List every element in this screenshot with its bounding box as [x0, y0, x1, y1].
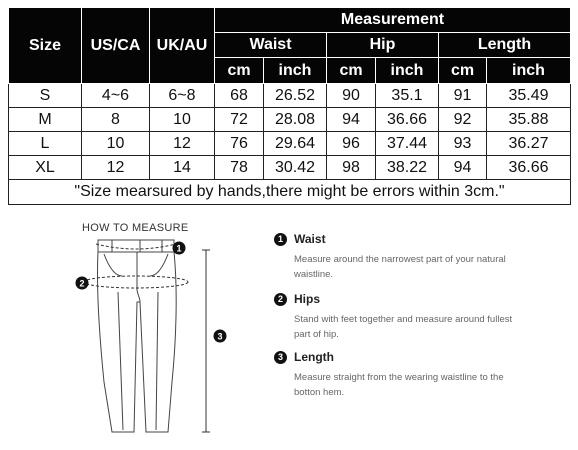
step-number-icon: 3	[274, 351, 287, 364]
cell-us: 8	[82, 108, 150, 132]
cell-size: XL	[9, 156, 82, 180]
cell-waist-inch: 26.52	[264, 84, 327, 108]
cell-waist-cm: 78	[215, 156, 264, 180]
marker-3-label: 3	[217, 331, 223, 342]
header-length: Length	[439, 33, 571, 58]
cell-length-inch: 36.27	[487, 132, 571, 156]
step-title: Length	[294, 350, 334, 364]
cell-length-cm: 92	[439, 108, 487, 132]
pants-diagram	[68, 232, 240, 444]
header-waist-inch: inch	[264, 58, 327, 84]
cell-hip-cm: 96	[327, 132, 376, 156]
cell-size: S	[9, 84, 82, 108]
cell-hip-inch: 35.1	[376, 84, 439, 108]
cell-hip-cm: 94	[327, 108, 376, 132]
table-row	[9, 156, 571, 180]
cell-size: L	[9, 132, 82, 156]
cell-waist-inch: 28.08	[264, 108, 327, 132]
cell-waist-cm: 68	[215, 84, 264, 108]
cell-length-inch: 36.66	[487, 156, 571, 180]
cell-size: M	[9, 108, 82, 132]
measurement-note: "Size mearsured by hands,there might be errors within 3cm."	[9, 180, 571, 205]
table-row	[9, 132, 571, 156]
header-waist: Waist	[215, 33, 327, 58]
step-title: Hips	[294, 292, 321, 306]
waist-measure-line	[96, 244, 176, 249]
step-description: Measure straight from the wearing waistline to the botton hem.	[294, 372, 504, 398]
marker-1-label: 1	[176, 243, 182, 254]
length-measure-line	[202, 250, 210, 432]
step-title: Waist	[294, 232, 326, 246]
cell-hip-inch: 37.44	[376, 132, 439, 156]
header-measurement: Measurement	[215, 8, 571, 33]
cell-uk: 6~8	[150, 84, 215, 108]
cell-length-cm: 94	[439, 156, 487, 180]
header-length-inch: inch	[487, 58, 571, 84]
header-hip: Hip	[327, 33, 439, 58]
cell-hip-cm: 98	[327, 156, 376, 180]
pants-outline-icon	[97, 240, 176, 432]
cell-waist-cm: 76	[215, 132, 264, 156]
marker-2-label: 2	[79, 278, 85, 289]
cell-length-cm: 91	[439, 84, 487, 108]
header-hip-inch: inch	[376, 58, 439, 84]
cell-hip-inch: 38.22	[376, 156, 439, 180]
hip-measure-line	[84, 276, 188, 288]
header-uk-au: UK/AU	[150, 8, 215, 84]
table-row	[9, 108, 571, 132]
cell-hip-cm: 90	[327, 84, 376, 108]
step-number-icon: 2	[274, 293, 287, 306]
header-length-cm: cm	[439, 58, 487, 84]
how-to-measure-title: HOW TO MEASURE	[82, 222, 189, 234]
header-waist-cm: cm	[215, 58, 264, 84]
cell-hip-inch: 36.66	[376, 108, 439, 132]
size-chart-table	[8, 7, 571, 205]
cell-us: 10	[82, 132, 150, 156]
marker-3-icon	[214, 330, 227, 343]
step-number-icon: 1	[274, 233, 287, 246]
marker-1-icon	[173, 242, 186, 255]
table-note-row	[9, 180, 571, 205]
cell-waist-inch: 29.64	[264, 132, 327, 156]
cell-waist-inch: 30.42	[264, 156, 327, 180]
cell-length-inch: 35.49	[487, 84, 571, 108]
marker-2-icon	[76, 277, 89, 290]
cell-waist-cm: 72	[215, 108, 264, 132]
header-size: Size	[9, 8, 82, 84]
table-row	[9, 84, 571, 108]
cell-us: 4~6	[82, 84, 150, 108]
cell-uk: 14	[150, 156, 215, 180]
cell-length-cm: 93	[439, 132, 487, 156]
header-hip-cm: cm	[327, 58, 376, 84]
step-description: Stand with feet together and measure around fullest part of hip.	[294, 314, 513, 340]
step-description: Measure around the narrowest part of your natural waistline.	[294, 254, 506, 280]
cell-uk: 10	[150, 108, 215, 132]
cell-uk: 12	[150, 132, 215, 156]
header-us-ca: US/CA	[82, 8, 150, 84]
cell-length-inch: 35.88	[487, 108, 571, 132]
cell-us: 12	[82, 156, 150, 180]
